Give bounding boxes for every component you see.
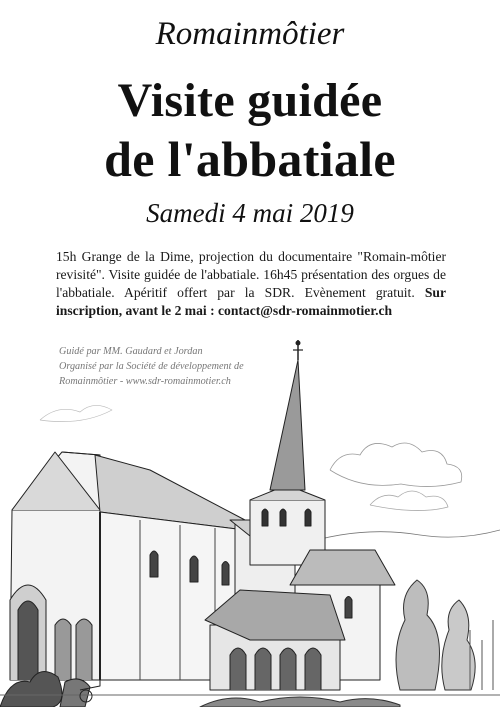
description-text: 15h Grange de la Dime, projection du documentaire "Romain-môtier revisité". Visite guidée de l'abbatiale. 16h45 présentation des orgues de l'abbatiale. Apéritif offert par la SDR. Evènement gratuit. — [56, 249, 446, 300]
event-description — [56, 248, 446, 320]
credits-organizer: Organisé par la Société de développement de — [59, 361, 244, 372]
place-name: Romainmôtier — [155, 16, 345, 52]
credits-guides: Guidé par MM. Gaudard et Jordan — [59, 346, 203, 357]
credits-website: Romainmôtier - www.sdr-romainmotier.ch — [59, 376, 231, 387]
title-line-2: de l'abbatiale — [104, 131, 396, 187]
title-line-1: Visite guidée — [117, 74, 383, 127]
event-date: Samedi 4 mai 2019 — [146, 198, 354, 228]
registration-note: Sur inscription, avant le 2 mai : contact@sdr-romainmotier.ch — [56, 285, 446, 318]
abbey-illustration — [0, 330, 500, 707]
